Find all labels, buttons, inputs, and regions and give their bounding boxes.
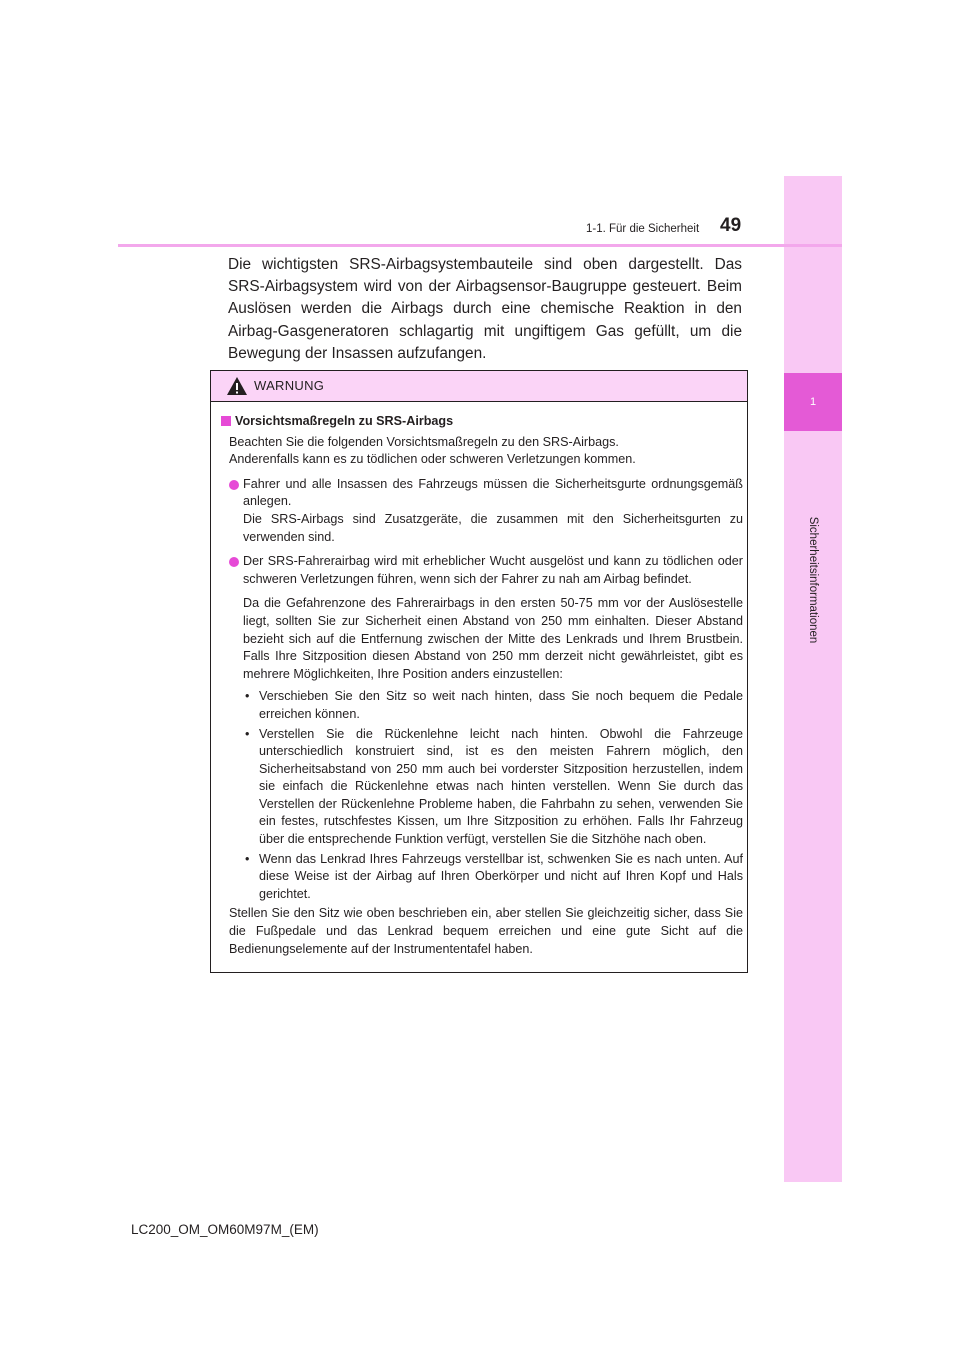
sub-bullet-mark: • <box>245 851 250 866</box>
circle-bullet-icon <box>229 557 239 567</box>
warning-topic: Vorsichtsmaßregeln zu SRS-Airbags <box>221 413 743 431</box>
warning-bullet-1: Fahrer und alle Insassen des Fahrzeugs müssen die Sicherheitsgurte ordnungsgemäß anlegen. Die SRS-Airbags sind Zusatzgeräte, die zusammen mit den Sicherheitsgurten zu verwenden sind. <box>221 476 743 546</box>
sub-bullet-item: • Wenn das Lenkrad Ihres Fahrzeugs verstellbar ist, schwenken Sie es nach unten. Auf diese Weise ist der Airbag auf Ihren Oberkörper und nicht auf Ihren Kopf und Hals gerichtet. <box>245 851 743 901</box>
sub-bullet-item: • Verstellen Sie die Rückenlehne leicht nach hinten. Obwohl die Fahrzeuge unterschiedlich konstruiert sind, ist es den meisten Fahrern möglich, den Sicherheitsabstand von 250 mm auch bei vorderster Sitzposition herzustellen, indem sie einfach die Rückenlehne etwas nach hinten verstellen. Wenn Sie durch das Verstellen der Rückenlehne Probleme haben, die Fahrbahn zu sehen, verwenden Sie ein festes, rutschfestes Kissen, um Ihre Sitzposition zu erhöhen. Falls Ihr Fahrzeug über die entsprechende Funktion verfügt, verstellen Sie die Sitzhöhe nach oben. <box>245 726 743 847</box>
sub-bullet-mark: • <box>245 726 250 741</box>
circle-bullet-icon <box>229 480 239 490</box>
warning-lead-1: Beachten Sie die folgenden Vorsichtsmaßregeln zu den SRS-Airbags. <box>229 434 619 449</box>
warning-bullet-2: Der SRS-Fahrerairbag wird mit erheblicher Wucht ausgelöst und kann zu tödlichen oder schweren Verletzungen führen, wenn sich der Fahrer zu nah am Airbag befindet. <box>221 553 743 588</box>
square-bullet-icon <box>221 416 231 426</box>
warning-lead-2: Anderenfalls kann es zu tödlichen oder schweren Verletzungen kommen. <box>229 452 636 467</box>
chapter-number: 1 <box>809 396 817 408</box>
warning-body <box>221 413 743 958</box>
section-title: 1-1. Für die Sicherheit <box>586 223 700 235</box>
side-tab <box>784 176 842 1182</box>
warning-title: WARNUNG <box>254 378 325 393</box>
warning-header <box>211 371 747 402</box>
warning-closing: Stellen Sie den Sitz wie oben beschrieben ein, aber stellen Sie gleichzeitig sicher, dass Sie die Fußpedale und das Lenkrad bequem erreichen und eine gute Sicht auf die Bedienungselemente auf der Instrumententafel haben. <box>229 906 743 956</box>
sub-bullet-mark: • <box>245 689 250 704</box>
footer-document-code: LC200_OM_OM60M97M_(EM) <box>131 1222 319 1237</box>
sub-bullet-item: • Verschieben Sie den Sitz so weit nach hinten, dass Sie noch bequem die Pedale erreichen können. <box>245 689 743 721</box>
warning-triangle-icon <box>226 376 248 396</box>
chapter-number-block <box>784 373 842 431</box>
warning-bullet-2-paragraph: Da die Gefahrenzone des Fahrerairbags in den ersten 50-75 mm vor der Auslösestelle liegt, sollten Sie zur Sicherheit einen Abstand von 250 mm einhalten. Dieser Abstand bezieht sich auf die Entfernung zwischen der Mitte des Lenkrads und Ihrem Brustbein. Falls Ihre Sitzposition diesen Abstand von 250 mm derzeit nicht gewährleistet, gibt es mehrere Möglichkeiten, Ihre Position anders einzustellen: <box>243 596 743 681</box>
warning-box <box>210 370 748 973</box>
intro-paragraph: Die wichtigsten SRS-Airbagsystembauteile sind oben dargestellt. Das SRS-Airbagsystem wird von der Airbagsensor-Baugruppe gesteuert. Beim Auslösen werden die Airbags durch eine chemische Reaktion in den Airbag-Gasgeneratoren schlagartig mit ungiftigem Gas gefüllt, um die Bewegung der Insassen aufzufangen. <box>228 256 742 362</box>
header-rule <box>118 244 842 247</box>
chapter-title-vertical: Sicherheitsinformationen <box>807 516 819 644</box>
page-number: 49 <box>720 215 742 236</box>
